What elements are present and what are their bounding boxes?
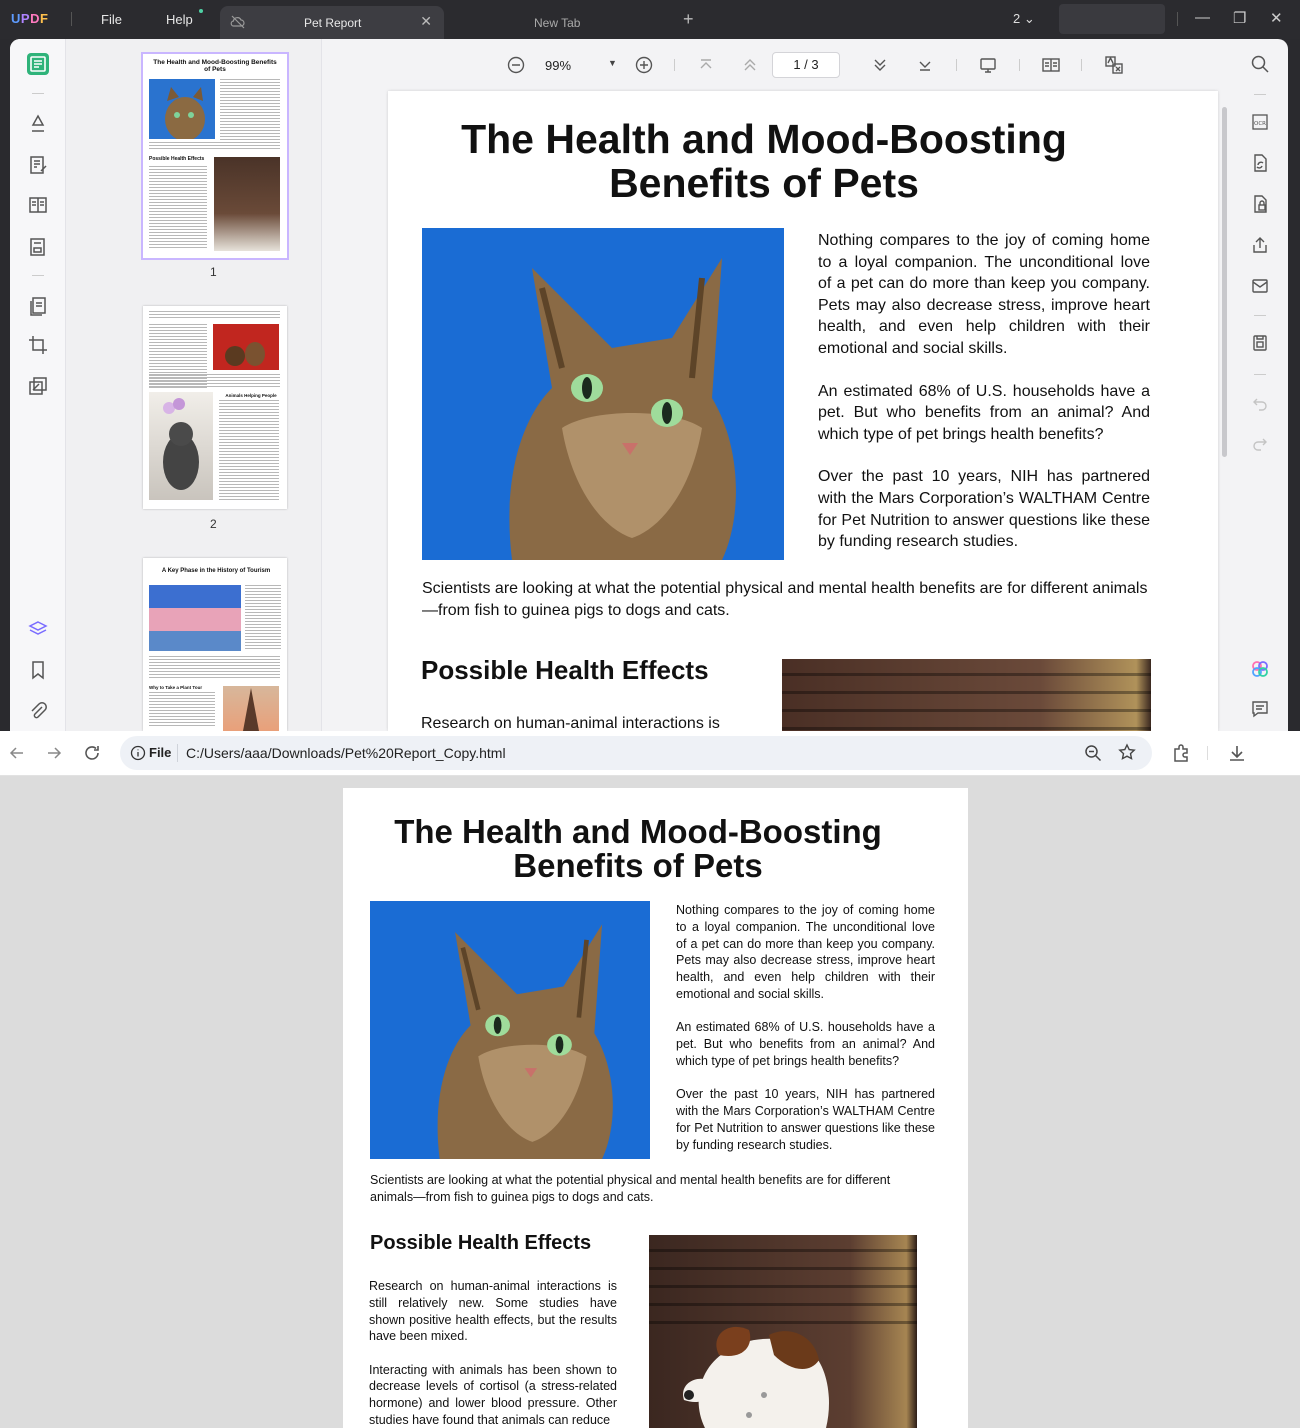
paragraph-6: Interacting with animals has been shown to decrease levels of cortisol (a stress-related hormone) and lower blood pressure. Other studies have found that animals can reduce xyxy=(369,1362,617,1428)
thumbnail-text xyxy=(219,400,279,500)
photo-stripe xyxy=(782,691,1151,694)
toolbar-separator xyxy=(956,59,957,71)
add-tab-icon[interactable]: + xyxy=(683,9,694,29)
photo-stripe xyxy=(782,709,1151,712)
organize-pages-icon[interactable] xyxy=(27,295,49,317)
form-tool-icon[interactable] xyxy=(27,236,49,258)
convert-icon[interactable] xyxy=(1250,153,1270,173)
toolbar-separator xyxy=(1254,94,1266,95)
thumbnail-title: The Health and Mood-Boosting Benefits of Pets xyxy=(153,59,277,73)
page-layout-icon[interactable] xyxy=(27,194,49,216)
share-icon[interactable] xyxy=(1250,235,1270,255)
toolbar-separator xyxy=(1081,59,1082,71)
undo-icon[interactable] xyxy=(1250,393,1270,413)
url-text[interactable]: C:/Users/aaa/Downloads/Pet%20Report_Copy.html xyxy=(186,745,506,761)
dog-photo xyxy=(649,1235,917,1428)
intro-column xyxy=(818,230,1150,574)
document-title xyxy=(388,117,1140,205)
page-number-input[interactable]: 1 / 3 xyxy=(772,52,840,78)
restore-icon[interactable]: ❐ xyxy=(1233,10,1247,27)
title-line-1: The Health and Mood-Boosting xyxy=(461,116,1067,162)
tab-pet-report[interactable] xyxy=(220,6,444,39)
thumbnail-page-number: 1 xyxy=(210,265,217,279)
cat-photo xyxy=(422,228,784,560)
previous-page-icon[interactable] xyxy=(740,55,760,75)
page-thumbnail-3[interactable] xyxy=(143,558,287,731)
title-separator xyxy=(1177,12,1178,26)
tab-close-icon[interactable]: ✕ xyxy=(420,13,432,29)
bookmark-icon[interactable] xyxy=(27,659,49,681)
toolbar-separator xyxy=(1254,315,1266,316)
toolbar-separator xyxy=(1207,746,1208,760)
section-heading: Possible Health Effects xyxy=(421,655,709,685)
thumbnail-dogs-image xyxy=(213,324,279,370)
thumbnail-text xyxy=(149,656,280,678)
extensions-icon[interactable] xyxy=(1171,743,1191,763)
back-icon[interactable] xyxy=(7,743,27,763)
translate-icon[interactable] xyxy=(1104,55,1124,75)
forward-icon[interactable] xyxy=(44,743,64,763)
document-title xyxy=(343,815,933,883)
title-line-2: Benefits of Pets xyxy=(513,847,763,884)
zoom-dropdown-icon[interactable]: ▼ xyxy=(608,58,617,68)
page-thumbnail-2[interactable] xyxy=(143,306,287,509)
attachment-icon[interactable] xyxy=(27,700,49,722)
redo-icon[interactable] xyxy=(1250,433,1270,453)
zoom-out-icon[interactable] xyxy=(506,55,526,75)
document-scrollbar[interactable] xyxy=(1222,107,1227,457)
close-window-icon[interactable]: ✕ xyxy=(1270,10,1283,27)
intro-column xyxy=(676,902,935,1170)
thumbnail-tower-image xyxy=(223,686,279,731)
scheme-chip[interactable]: File xyxy=(149,745,172,760)
account-box[interactable] xyxy=(1059,4,1165,34)
paragraph-4: Scientists are looking at what the potential physical and mental health benefits are for different animals—from fish to guinea pigs to dogs and cats. xyxy=(422,580,1148,619)
ai-assistant-icon[interactable] xyxy=(1250,659,1270,679)
info-icon[interactable] xyxy=(130,745,146,761)
presentation-icon[interactable] xyxy=(978,55,998,75)
browser-toolbar xyxy=(0,731,1300,776)
paragraph-3: Over the past 10 years, NIH has partnered with the Mars Corporation’s WALTHAM Centre for Pet Nutrition to answer questions like these by funding research studies. xyxy=(818,468,1150,551)
tab-new-tab[interactable]: New Tab xyxy=(534,16,581,30)
thumbnail-text xyxy=(245,585,281,651)
download-icon[interactable] xyxy=(1227,743,1247,763)
thumbnail-text xyxy=(149,142,280,150)
edit-pdf-icon[interactable] xyxy=(27,154,49,176)
cat-photo xyxy=(370,901,650,1159)
html-page xyxy=(343,788,968,1428)
thumbnail-dog-image xyxy=(214,157,280,251)
photo-stripe xyxy=(782,673,1151,676)
title-bar xyxy=(0,0,1300,39)
title-line-2: Benefits of Pets xyxy=(609,160,919,206)
bookmark-star-icon[interactable] xyxy=(1118,743,1136,761)
page-display-icon[interactable] xyxy=(1041,55,1061,75)
thumbnail-text xyxy=(149,166,207,250)
toolbar-separator xyxy=(32,275,44,276)
paragraph-2: An estimated 68% of U.S. households have a pet. But who benefits from an animal? And which type of pet brings health benefits? xyxy=(676,1020,935,1068)
crop-tool-icon[interactable] xyxy=(27,334,49,356)
right-toolbar xyxy=(1230,39,1288,731)
comments-panel-icon[interactable] xyxy=(1250,699,1270,719)
thumbnail-street-image xyxy=(149,585,241,651)
title-separator xyxy=(71,12,72,26)
paragraph-2: An estimated 68% of U.S. households have a pet. But who benefits from an animal? And which type of pet brings health benefits? xyxy=(818,382,1150,443)
window-count-dropdown[interactable]: 2 ⌄ xyxy=(1013,11,1035,26)
thumbnail-text xyxy=(149,692,215,728)
zoom-icon[interactable] xyxy=(1084,744,1102,762)
photo-stripe xyxy=(782,727,1151,730)
thumbnail-subheading: Why to Take a Plant Tour xyxy=(149,685,203,690)
save-icon[interactable] xyxy=(1250,333,1270,353)
zoom-level[interactable]: 99% xyxy=(545,58,572,73)
thumbnail-cat-image xyxy=(149,79,215,139)
section-heading: Possible Health Effects xyxy=(370,1232,592,1254)
search-icon[interactable] xyxy=(1250,54,1270,74)
comment-tool-icon[interactable] xyxy=(27,113,49,135)
toolbar-separator xyxy=(1254,374,1266,375)
menu-file[interactable]: File xyxy=(101,12,122,27)
tab-label: Pet Report xyxy=(304,16,362,30)
paragraph-3: Over the past 10 years, NIH has partnered with the Mars Corporation’s WALTHAM Centre for Pet Nutrition to answer questions like these by funding research studies. xyxy=(676,1087,935,1152)
paragraph-1: Nothing compares to the joy of coming home to a loyal companion. The unconditional love of a pet can do more than keep you company. Pets may also decrease stress, improve heart health, and even help children with their emotional and social skills. xyxy=(676,903,935,1001)
protect-icon[interactable] xyxy=(1250,194,1270,214)
workspace xyxy=(10,39,1288,731)
svg-text:OCR: OCR xyxy=(1254,121,1266,127)
thumbnail-text xyxy=(149,311,280,319)
email-icon[interactable] xyxy=(1250,276,1270,296)
left-toolbar xyxy=(10,39,66,731)
chip-separator xyxy=(177,744,178,762)
layers-icon[interactable] xyxy=(27,618,49,640)
updf-logo[interactable]: UPDF xyxy=(11,11,49,26)
zoom-in-icon[interactable] xyxy=(634,55,654,75)
cloud-off-icon xyxy=(230,14,246,30)
first-page-icon[interactable] xyxy=(696,55,716,75)
ocr-icon[interactable] xyxy=(1250,112,1270,132)
section-text xyxy=(369,1278,617,1428)
view-toolbar xyxy=(322,39,1226,89)
thumbnail-title: A Key Phase in the History of Tourism xyxy=(161,568,271,574)
thumbnail-subheading: Animals Helping People xyxy=(225,393,277,398)
dog-photo xyxy=(782,659,1151,731)
paragraph-5-preview: Research on human-animal interactions is xyxy=(421,715,720,731)
thumbnail-text xyxy=(220,79,280,141)
protect-tool-icon[interactable] xyxy=(27,375,49,397)
pdf-page xyxy=(388,91,1218,731)
thumbnail-page-number: 2 xyxy=(210,517,217,531)
paragraph-5: Research on human-animal interactions is still relatively new. Some studies have shown positive health effects, but the results have been mixed. xyxy=(369,1279,617,1344)
reload-icon[interactable] xyxy=(82,743,102,763)
toolbar-separator xyxy=(1019,59,1020,71)
thumbnail-panel xyxy=(66,39,322,731)
title-line-1: The Health and Mood-Boosting xyxy=(394,813,882,850)
thumbnail-text xyxy=(149,374,280,388)
page-thumbnail-1[interactable] xyxy=(143,54,287,258)
menu-help[interactable]: Help xyxy=(166,12,193,27)
address-bar[interactable] xyxy=(120,736,1152,770)
thumbnail-subheading: Possible Health Effects xyxy=(149,156,205,162)
paragraph-4: Scientists are looking at what the potential physical and mental health benefits are for different animals—from fish to guinea pigs to dogs and cats. xyxy=(370,1173,891,1204)
paragraph-1: Nothing compares to the joy of coming home to a loyal companion. The unconditional love of a pet can do more than keep you company. Pets may also decrease stress, improve heart health, and even help children with their emotional and social skills. xyxy=(818,232,1150,357)
toolbar-separator xyxy=(674,59,675,71)
toolbar-separator xyxy=(32,93,44,94)
last-page-icon[interactable] xyxy=(915,55,935,75)
notification-dot xyxy=(199,9,203,13)
next-page-icon[interactable] xyxy=(870,55,890,75)
minimize-icon[interactable]: — xyxy=(1195,9,1210,26)
window-count: 2 xyxy=(1013,11,1021,26)
reader-mode-icon[interactable] xyxy=(27,53,49,75)
thumbnail-cat-image xyxy=(149,392,213,500)
